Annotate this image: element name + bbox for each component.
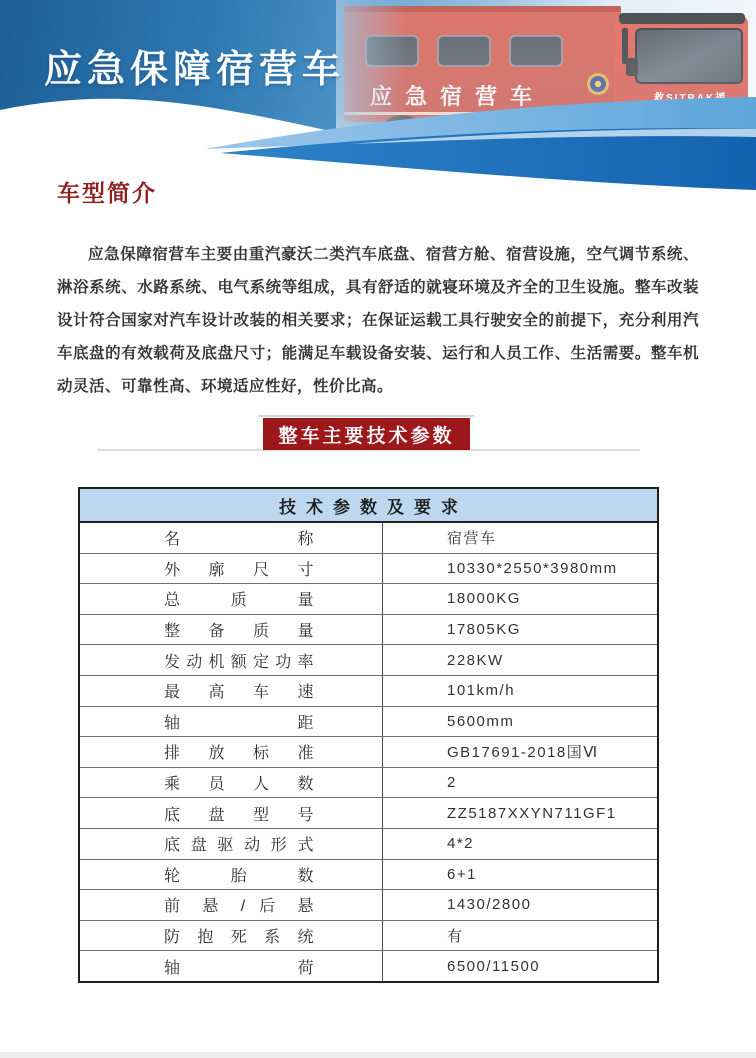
param-name-cell: [80, 829, 383, 859]
param-name: 轴 荷: [164, 959, 314, 977]
header-wave-decoration: [0, 0, 756, 195]
param-name: 发动机额定功率: [164, 653, 314, 671]
param-value-cell: 有: [447, 928, 464, 946]
param-value-cell: 17805KG: [447, 621, 521, 639]
param-name-cell: [80, 707, 383, 737]
table-row: [80, 553, 657, 584]
param-value-cell: GB17691-2018国Ⅵ: [447, 744, 599, 762]
param-name: 名 称: [164, 531, 314, 549]
table-row: [80, 706, 657, 737]
section-heading-intro: 车型简介: [57, 180, 157, 206]
param-name-cell: [80, 798, 383, 828]
param-value-cell: 101km/h: [447, 682, 516, 700]
intro-paragraph: 应急保障宿营车主要由重汽豪沃二类汽车底盘、宿营方舱、宿营设施，空气调节系统、淋浴系统、水路系统、电气系统等组成，具有舒适的就寝环境及齐全的卫生设施。整车改装设计符合国家对汽车设计改装的相关要求；在保证运载工具行驶安全的前提下，充分利用汽车底盘的有效载荷及底盘尺寸；能满足车载设备安装、运行和人员工作、生活需要。整车机动灵活、可靠性高、环境适应性好，性价比高。: [57, 246, 699, 395]
table-row: [80, 614, 657, 645]
params-banner: 整车主要技术参数: [263, 418, 470, 450]
param-value-cell: 18000KG: [447, 590, 521, 608]
table-row: [80, 859, 657, 890]
param-name: 排 放 标 准: [164, 745, 314, 763]
param-name: 最 高 车 速: [164, 684, 314, 702]
param-name: 总 质 量: [164, 592, 314, 610]
spec-table-header: 技术参数及要求: [80, 489, 657, 523]
page-bottom-strip: [0, 1052, 756, 1058]
param-value-cell: 228KW: [447, 651, 504, 669]
table-row: [80, 767, 657, 798]
param-name-cell: [80, 737, 383, 767]
param-name-cell: [80, 768, 383, 798]
param-name-cell: [80, 951, 383, 981]
param-name-cell: [80, 615, 383, 645]
param-name: 乘 员 人 数: [164, 776, 314, 794]
table-row: [80, 644, 657, 675]
param-value-cell: ZZ5187XXYN711GF1: [447, 804, 617, 822]
param-name: 底盘驱动形式: [164, 837, 314, 855]
param-value-cell: 6500/11500: [447, 957, 541, 975]
param-name-cell: [80, 523, 383, 553]
table-row: [80, 828, 657, 859]
param-name: 外 廓 尺 寸: [164, 561, 314, 579]
param-name-cell: [80, 676, 383, 706]
param-name: 轮 胎 数: [164, 867, 314, 885]
param-value-cell: 宿营车: [447, 530, 497, 548]
table-row: [80, 797, 657, 828]
page-title: 应急保障宿营车: [44, 46, 346, 91]
param-name-cell: [80, 584, 383, 614]
params-banner-area: [0, 410, 756, 462]
param-value-cell: 10330*2550*3980mm: [447, 559, 618, 577]
param-name: 整 备 质 量: [164, 623, 314, 641]
param-value-cell: 5600mm: [447, 712, 515, 730]
table-row: [80, 736, 657, 767]
param-name-cell: [80, 645, 383, 675]
table-row: [80, 920, 657, 951]
param-name: 防 抱 死 系 统: [164, 929, 314, 947]
param-name: 轴 距: [164, 714, 314, 732]
table-row: [80, 583, 657, 614]
spec-table-body: [80, 523, 657, 981]
param-name: 底 盘 型 号: [164, 806, 314, 824]
table-row: [80, 889, 657, 920]
param-name-cell: [80, 860, 383, 890]
param-value-cell: 4*2: [447, 835, 475, 853]
page-header: [0, 0, 756, 195]
table-row: [80, 950, 657, 981]
table-row: [80, 523, 657, 553]
table-row: [80, 675, 657, 706]
param-name-cell: [80, 890, 383, 920]
banner-top-rule: [258, 415, 474, 417]
param-value-cell: 6+1: [447, 865, 477, 883]
param-value-cell: 1430/2800: [447, 896, 532, 914]
param-value-cell: 2: [447, 774, 457, 792]
param-name: 前 悬 / 后 悬: [164, 898, 314, 916]
spec-table: [78, 487, 659, 983]
param-name-cell: [80, 921, 383, 951]
param-name-cell: [80, 554, 383, 584]
